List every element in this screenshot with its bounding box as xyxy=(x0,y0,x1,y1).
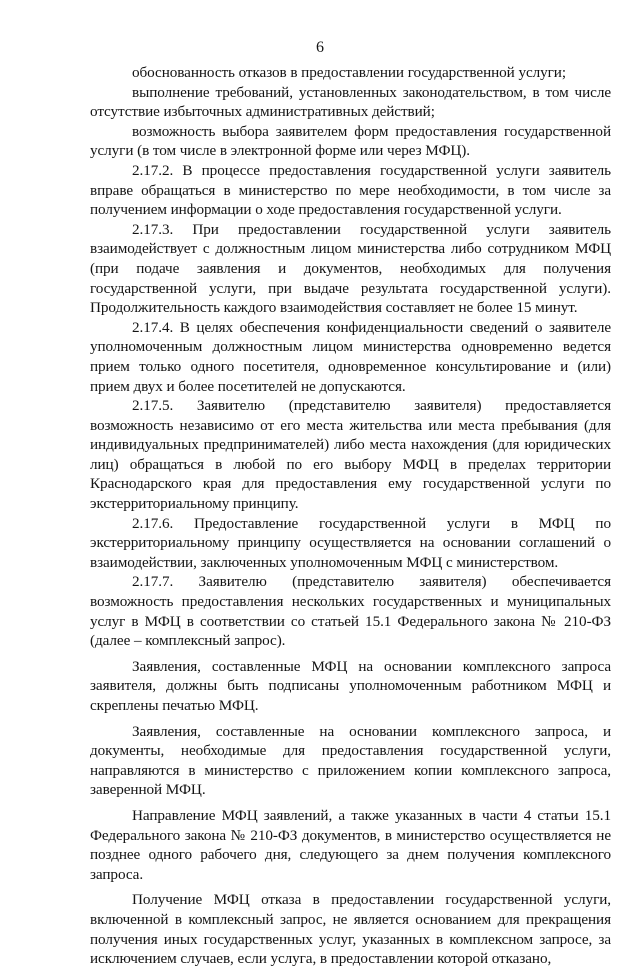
document-body xyxy=(90,63,611,969)
paragraph: Заявления, составленные на основании комплексного запроса, и документы, необходимые для предоставления государственной услуги, направляются в министерство с приложением копии комплексного запроса, заверенной МФЦ. xyxy=(90,722,611,799)
paragraph: Направление МФЦ заявлений, а также указанных в части 4 статьи 15.1 Федерального закона № 210-ФЗ документов, в министерство осуществляется не позднее одного рабочего дня, следующего за днем получения комплексного запроса. xyxy=(90,806,611,883)
paragraph: возможность выбора заявителем форм предоставления государственной услуги (в том числе в электронной форме или через МФЦ). xyxy=(90,122,611,160)
page-number: 6 xyxy=(316,39,324,56)
paragraph: выполнение требований, установленных законодательством, в том числе отсутствие избыточных административных действий; xyxy=(90,83,611,121)
paragraph: 2.17.5. Заявителю (представителю заявителя) предоставляется возможность независимо от его места жительства или места пребывания (для индивидуальных предпринимателей) либо места нахождения (для юридических лиц) обращаться в любой по его выбору МФЦ в пределах территории Краснодарского края для предоставления ему государственной услуги по экстерриториальному принципу. xyxy=(90,397,611,513)
paragraph: Заявления, составленные МФЦ на основании комплексного запроса заявителя, должны быть подписаны уполномоченным работником МФЦ и скреплены печатью МФЦ. xyxy=(90,657,611,714)
paragraph: 2.17.2. В процессе предоставления государственной услуги заявитель вправе обращаться в министерство по мере необходимости, в том числе за получением информации о ходе предоставления государственной услуги. xyxy=(90,161,611,219)
paragraph: 2.17.4. В целях обеспечения конфиденциальности сведений о заявителе уполномоченным должностным лицом министерства одновременно ведется прием только одного посетителя, одновременное консультирование и (или) прием двух и более посетителей не допускаются. xyxy=(90,318,611,395)
paragraph: 2.17.3. При предоставлении государственной услуги заявитель взаимодействует с должностным лицом министерства либо сотрудником МФЦ (при подаче заявления и документов, необходимых для получения государственной услуги, при выдаче результата государственной услуги). Продолжительность каждого взаимодействия составляет не более 15 минут. xyxy=(90,220,611,317)
paragraph: 2.17.7. Заявителю (представителю заявителя) обеспечивается возможность предоставления нескольких государственных и муниципальных услуг в МФЦ в соответствии со статьей 15.1 Федерального закона № 210-ФЗ (далее – комплексный запрос). xyxy=(90,573,611,650)
paragraph: обоснованность отказов в предоставлении государственной услуги; xyxy=(132,64,566,81)
paragraph: Получение МФЦ отказа в предоставлении государственной услуги, включенной в комплексный запрос, не является основанием для прекращения получения иных государственных услуг, указанных в комплексном запросе, за исключением случаев, если услуга, в предоставлении которой отказано, xyxy=(90,891,611,968)
paragraph: 2.17.6. Предоставление государственной услуги в МФЦ по экстерриториальному принципу осуществляется на основании соглашений о взаимодействии, заключенных уполномоченным МФЦ с министерством. xyxy=(90,514,611,571)
